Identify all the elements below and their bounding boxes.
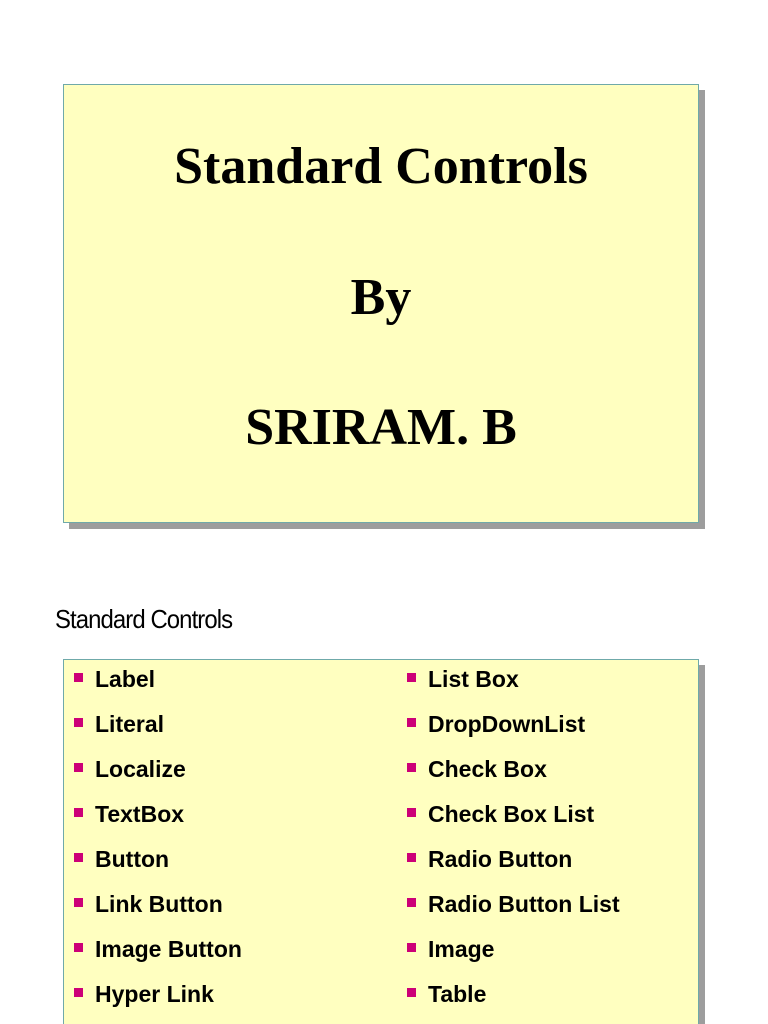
list-item xyxy=(74,980,214,1008)
list-item xyxy=(407,935,494,963)
list-item-label: Literal xyxy=(95,711,165,737)
list-item xyxy=(407,665,519,693)
list-item xyxy=(74,890,223,918)
list-item-label: TextBox xyxy=(95,801,185,827)
square-bullet-icon xyxy=(74,808,83,817)
title-slide xyxy=(63,84,699,523)
author-name: SRIRAM. B xyxy=(245,399,517,456)
list-item-label: Localize xyxy=(95,756,186,782)
square-bullet-icon xyxy=(407,763,416,772)
square-bullet-icon xyxy=(74,673,83,682)
square-bullet-icon xyxy=(407,673,416,682)
list-item-label: Button xyxy=(95,846,170,872)
list-item xyxy=(407,980,486,1008)
list-item xyxy=(407,800,594,828)
list-item-label: Image Button xyxy=(95,936,242,962)
list-item-label: Check Box xyxy=(428,756,547,782)
list-item-label: Radio Button List xyxy=(428,891,620,917)
list-item xyxy=(74,755,186,783)
square-bullet-icon xyxy=(74,718,83,727)
list-item-label: Image xyxy=(428,936,495,962)
list-item xyxy=(74,800,184,828)
square-bullet-icon xyxy=(407,718,416,727)
square-bullet-icon xyxy=(407,988,416,997)
square-bullet-icon xyxy=(74,763,83,772)
list-item xyxy=(407,890,620,918)
list-item xyxy=(407,710,585,738)
square-bullet-icon xyxy=(74,988,83,997)
list-item xyxy=(74,665,155,693)
square-bullet-icon xyxy=(407,943,416,952)
controls-slide xyxy=(63,659,699,1024)
list-item-label: Label xyxy=(95,666,156,692)
list-item xyxy=(74,845,169,873)
square-bullet-icon xyxy=(407,853,416,862)
list-item xyxy=(407,755,547,783)
list-item xyxy=(74,935,242,963)
square-bullet-icon xyxy=(407,808,416,817)
list-item-label: Table xyxy=(428,981,487,1007)
list-item-label: Hyper Link xyxy=(95,981,214,1007)
list-item-label: Check Box List xyxy=(428,801,595,827)
list-item-label: Radio Button xyxy=(428,846,573,872)
square-bullet-icon xyxy=(74,853,83,862)
controls-slide-heading: Standard Controls xyxy=(55,604,233,634)
square-bullet-icon xyxy=(407,898,416,907)
list-item-label: DropDownList xyxy=(428,711,586,737)
list-item xyxy=(407,845,572,873)
slide-title: Standard Controls xyxy=(174,138,588,195)
square-bullet-icon xyxy=(74,898,83,907)
square-bullet-icon xyxy=(74,943,83,952)
list-item xyxy=(74,710,164,738)
list-item-label: Link Button xyxy=(95,891,223,917)
by-line: By xyxy=(350,269,412,326)
list-item-label: List Box xyxy=(428,666,519,692)
